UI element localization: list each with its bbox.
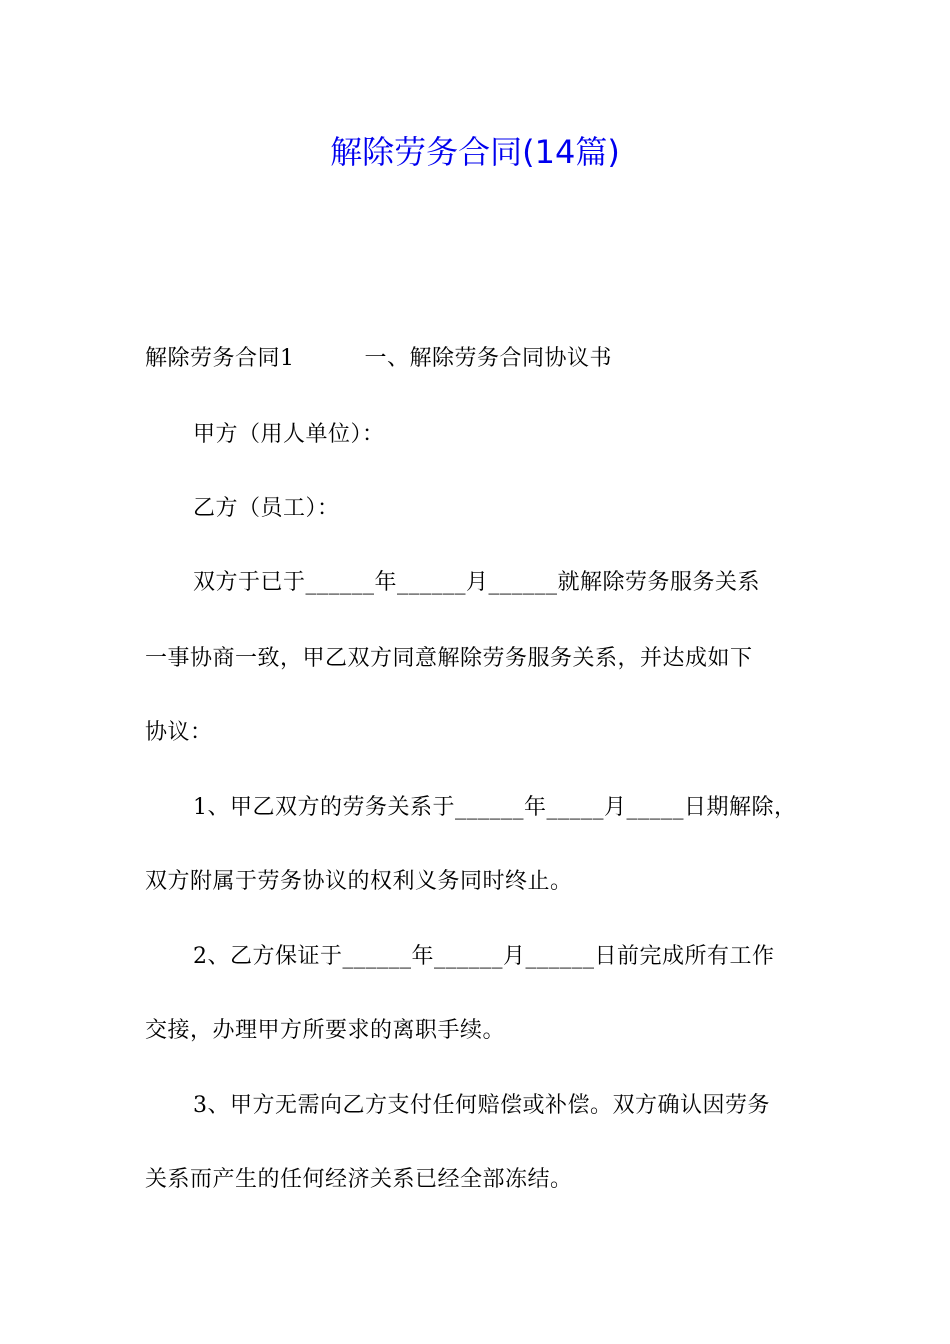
- paragraph-line: 双方附属于劳务协议的权利义务同时终止。: [145, 869, 573, 894]
- section-heading: 解除劳务合同1: [145, 346, 295, 371]
- paragraph-line: 甲方（用人单位）：: [193, 422, 385, 447]
- paragraph-line: 协议：: [145, 720, 213, 745]
- subsection-heading: 一、解除劳务合同协议书: [364, 346, 613, 371]
- paragraph-line: 关系而产生的任何经济关系已经全部冻结。: [145, 1167, 573, 1192]
- document-title: 解除劳务合同(14篇): [330, 133, 620, 171]
- paragraph-line: 1、甲乙双方的劳务关系于______年_____月_____日期解除，: [193, 795, 797, 820]
- paragraph-line: 乙方（员工）：: [193, 496, 340, 521]
- paragraph-line: 2、乙方保证于______年______月______日前完成所有工作: [193, 944, 775, 969]
- paragraph-line: 3、甲方无需向乙方支付任何赔偿或补偿。双方确认因劳务: [193, 1093, 770, 1118]
- paragraph-line: 双方于已于______年______月______就解除劳务服务关系: [193, 570, 761, 595]
- section-heading-line: [145, 344, 612, 374]
- paragraph-line: 一事协商一致，甲乙双方同意解除劳务服务关系，并达成如下: [145, 646, 753, 671]
- paragraph-line: 交接，办理甲方所要求的离职手续。: [145, 1018, 506, 1043]
